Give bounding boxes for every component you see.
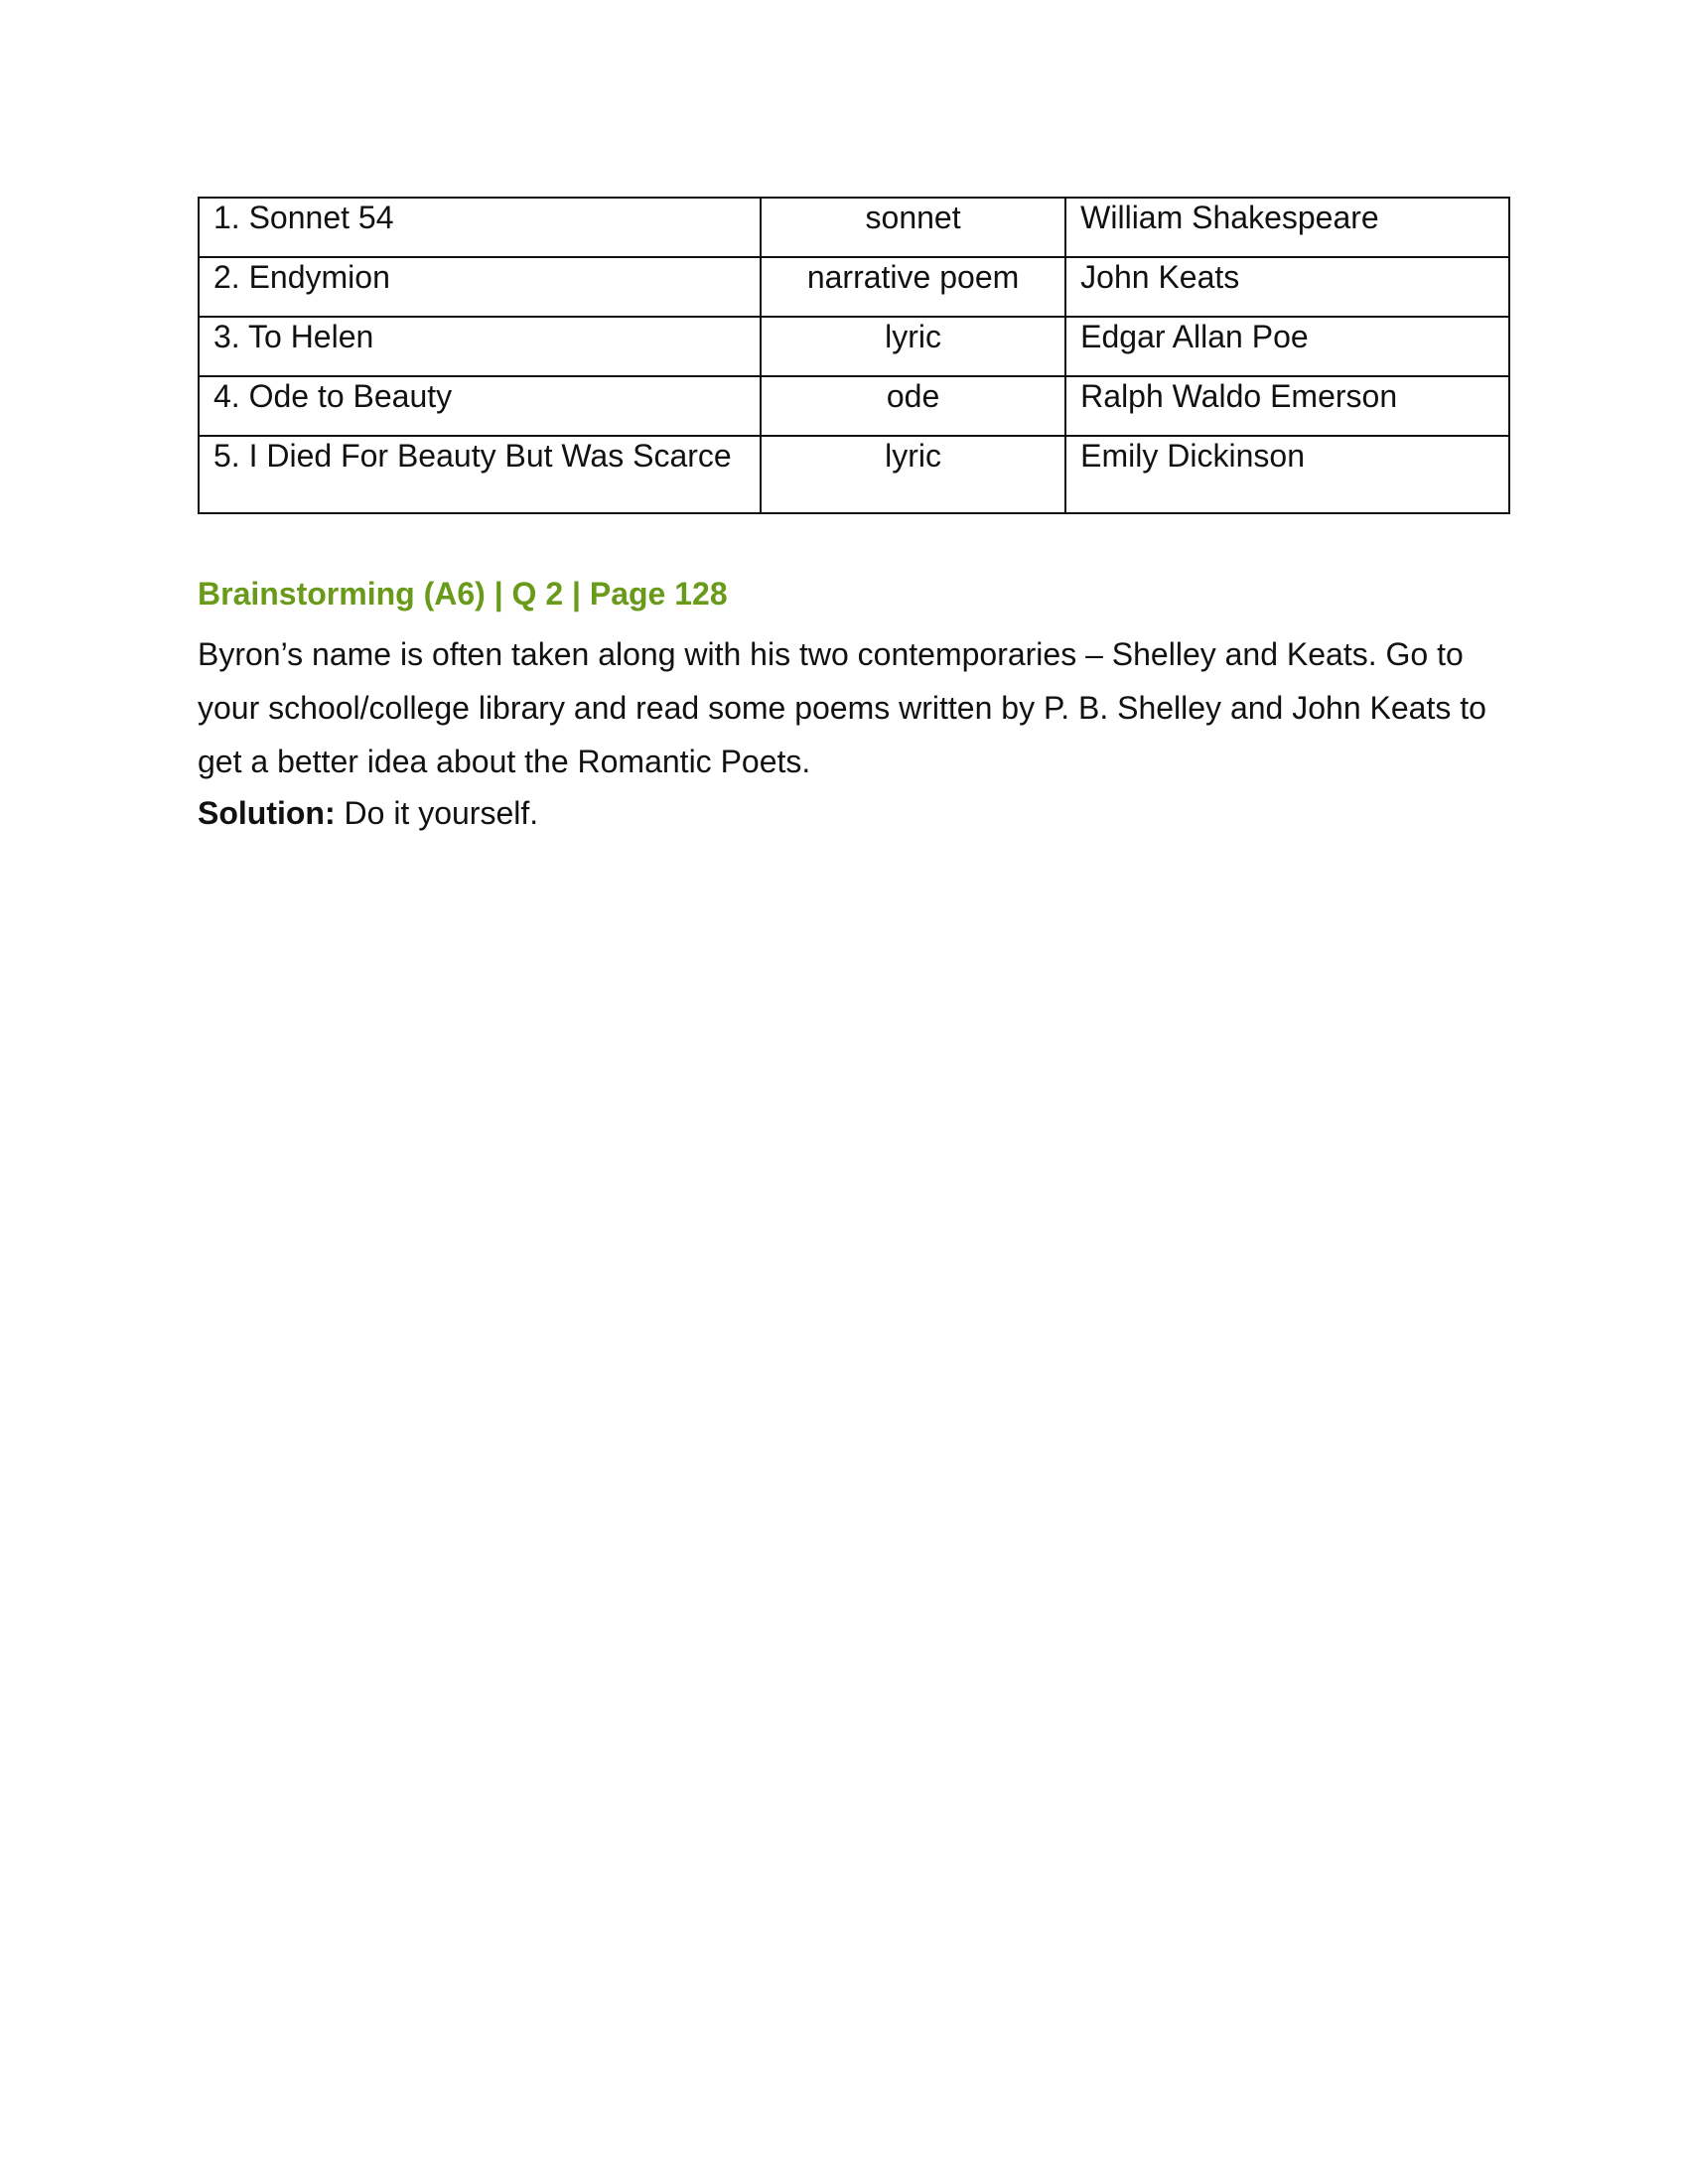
solution-label: Solution: bbox=[198, 795, 336, 831]
poem-author-cell: John Keats bbox=[1065, 257, 1509, 317]
poem-title-cell: 4. Ode to Beauty bbox=[199, 376, 761, 436]
poem-author-cell: William Shakespeare bbox=[1065, 198, 1509, 257]
table-row bbox=[199, 257, 1509, 317]
table-row bbox=[199, 376, 1509, 436]
poem-author-cell: Emily Dickinson bbox=[1065, 436, 1509, 513]
poem-table bbox=[198, 197, 1510, 514]
table-row bbox=[199, 317, 1509, 376]
question-section bbox=[198, 574, 1510, 838]
poem-author-cell: Edgar Allan Poe bbox=[1065, 317, 1509, 376]
poem-title-cell: 2. Endymion bbox=[199, 257, 761, 317]
question-text: Byron’s name is often taken along with his two contemporaries – Shelley and Keats. Go to your school/college library and read some poems written by P. B. Shelley and John Keats to get a better idea about the Romantic Poets. bbox=[198, 636, 1486, 779]
poem-form-cell: lyric bbox=[761, 317, 1065, 376]
poem-title-cell: 5. I Died For Beauty But Was Scarce bbox=[199, 436, 761, 513]
solution-line bbox=[198, 788, 1510, 838]
poem-form-cell: narrative poem bbox=[761, 257, 1065, 317]
poem-form-cell: lyric bbox=[761, 436, 1065, 513]
poem-form-cell: sonnet bbox=[761, 198, 1065, 257]
table-row bbox=[199, 436, 1509, 513]
section-heading: Brainstorming (A6) | Q 2 | Page 128 bbox=[198, 576, 728, 612]
solution-text: Do it yourself. bbox=[335, 795, 539, 831]
poem-form-cell: ode bbox=[761, 376, 1065, 436]
poem-title-cell: 1. Sonnet 54 bbox=[199, 198, 761, 257]
poem-title-cell: 3. To Helen bbox=[199, 317, 761, 376]
poem-author-cell: Ralph Waldo Emerson bbox=[1065, 376, 1509, 436]
table-row bbox=[199, 198, 1509, 257]
